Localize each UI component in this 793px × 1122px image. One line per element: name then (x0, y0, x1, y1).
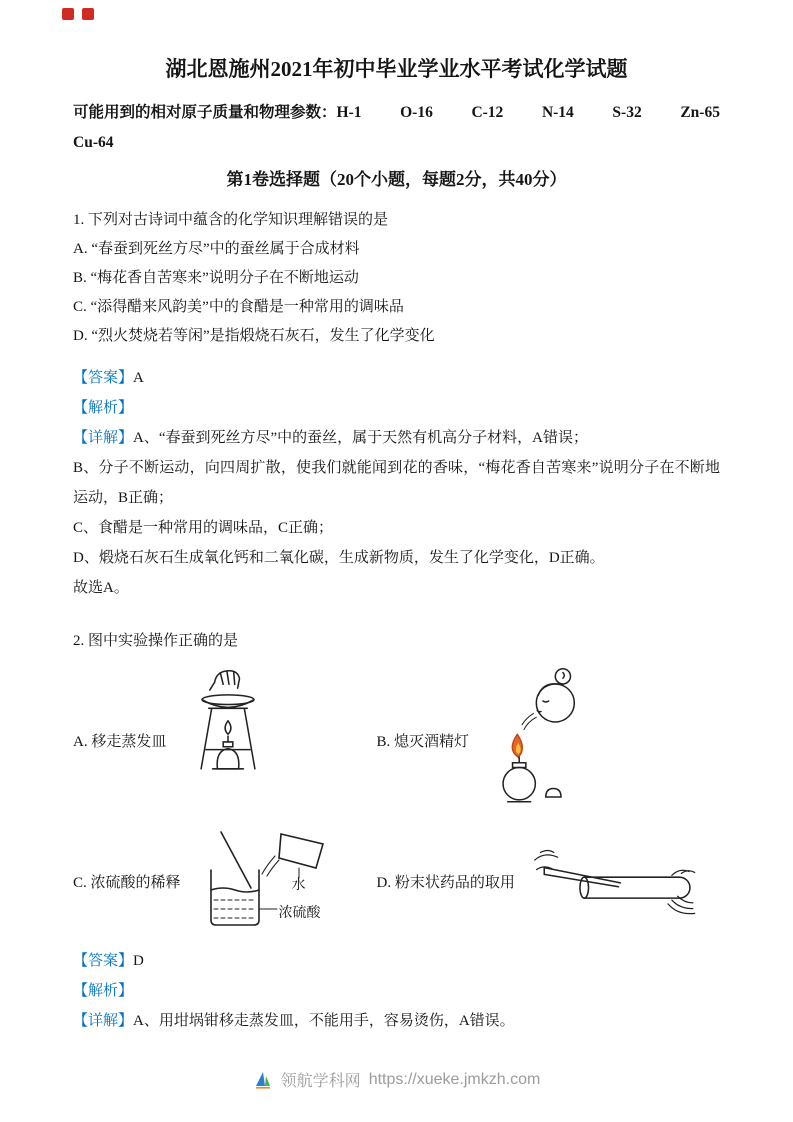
q1-detail-line-4: D、煅烧石灰石生成氧化钙和二氧化碳，生成新物质，发生了化学变化，D正确。 (73, 550, 605, 566)
red-stamp-marks (62, 8, 94, 20)
q1-option-d: D. “烈火焚烧若等闲”是指煅烧石灰石，发生了化学变化 (73, 328, 435, 344)
q1-option-b: B. “梅花香自苦寒来”说明分子在不断地运动 (73, 270, 359, 286)
q2-option-c (73, 824, 345, 938)
q2-option-b (345, 664, 729, 816)
atomic-mass-item: O-16 (400, 104, 433, 121)
page-title: 湖北恩施州2021年初中毕业学业水平考试化学试题 (165, 57, 628, 81)
q1-detail-line-2: B、分子不断运动，向四周扩散，使我们就能闻到花的香味，“梅花香自苦寒来”说明分子在不断地运动，B正确； (73, 460, 720, 506)
q1-detail-text-1: A、“春蚕到死丝方尽”中的蚕丝，属于天然有机高分子材料，A错误； (133, 430, 588, 446)
q1-option-a: A. “春蚕到死丝方尽”中的蚕丝属于合成材料 (73, 241, 360, 257)
acid-dilution-drawing (195, 824, 345, 938)
detail-label: 【详解】 (73, 1013, 134, 1029)
q2-analysis-label: 【解析】 (73, 983, 134, 999)
q2-detail-text-1: A、用坩埚钳移走蒸发皿，不能用手，容易烫伤，A错误。 (133, 1013, 515, 1029)
q2-figure-grid (73, 664, 720, 938)
evaporating-dish-figure (180, 667, 276, 813)
q2-option-d-label: D. 粉末状药品的取用 (376, 874, 515, 891)
powder-transfer-figure (529, 839, 729, 923)
site-name: 领航学科网 (280, 1073, 361, 1090)
q1-detail-line-3: C、食醋是一种常用的调味品，C正确； (73, 520, 334, 536)
q2-option-d (345, 824, 729, 938)
q1-analysis-label: 【解析】 (73, 400, 134, 416)
acid-label: 浓硫酸 (278, 906, 321, 921)
answer-label: 【答案】 (73, 953, 134, 969)
atomic-mass-label-group (73, 98, 361, 128)
answer-label: 【答案】 (73, 370, 134, 386)
atomic-mass-label: 可能用到的相对原子质量和物理参数： (73, 104, 337, 121)
q1-answer-line (73, 363, 720, 393)
site-logo-icon (253, 1070, 273, 1090)
q2-stem: 2. 图中实验操作正确的是 (73, 633, 239, 649)
site-url: https://xueke.jmkzh.com (368, 1070, 541, 1088)
atomic-mass-item: C-12 (471, 104, 504, 121)
q1-detail-conclusion: 故选A。 (73, 580, 129, 596)
detail-label: 【详解】 (73, 430, 134, 446)
q2-option-a-label: A. 移走蒸发皿 (73, 733, 167, 750)
red-stamp-mark (82, 8, 94, 20)
q2-detail-line-1 (73, 1006, 720, 1036)
water-label: 水 (291, 878, 306, 893)
q2-option-c-label: C. 浓硫酸的稀释 (73, 874, 181, 891)
red-stamp-mark (62, 8, 74, 20)
q1-answer-value: A (133, 370, 144, 386)
atomic-mass-line (73, 98, 720, 128)
q1-detail-line-1 (73, 423, 720, 453)
acid-dilution-figure (195, 824, 345, 938)
q2-answer-value: D (133, 953, 144, 969)
q2-option-a (73, 664, 345, 816)
site-watermark (0, 1068, 793, 1091)
atomic-mass-item: H-1 (336, 104, 362, 121)
atomic-mass-item: S-32 (612, 104, 642, 121)
atomic-mass-overflow: Cu-64 (73, 134, 114, 151)
section-title: 第1卷选择题（20个小题，每题2分，共40分） (226, 170, 567, 189)
atomic-mass-item: Zn-65 (680, 104, 720, 121)
q2-option-b-label: B. 熄灭酒精灯 (376, 733, 470, 750)
q1-stem: 1. 下列对古诗词中蕴含的化学知识理解错误的是 (73, 212, 389, 228)
q2-answer-line (73, 946, 720, 976)
atomic-mass-item: N-14 (541, 104, 574, 121)
q1-option-c: C. “添得醋来风韵美”中的食醋是一种常用的调味品 (73, 299, 404, 315)
blow-out-lamp-figure (483, 664, 601, 816)
